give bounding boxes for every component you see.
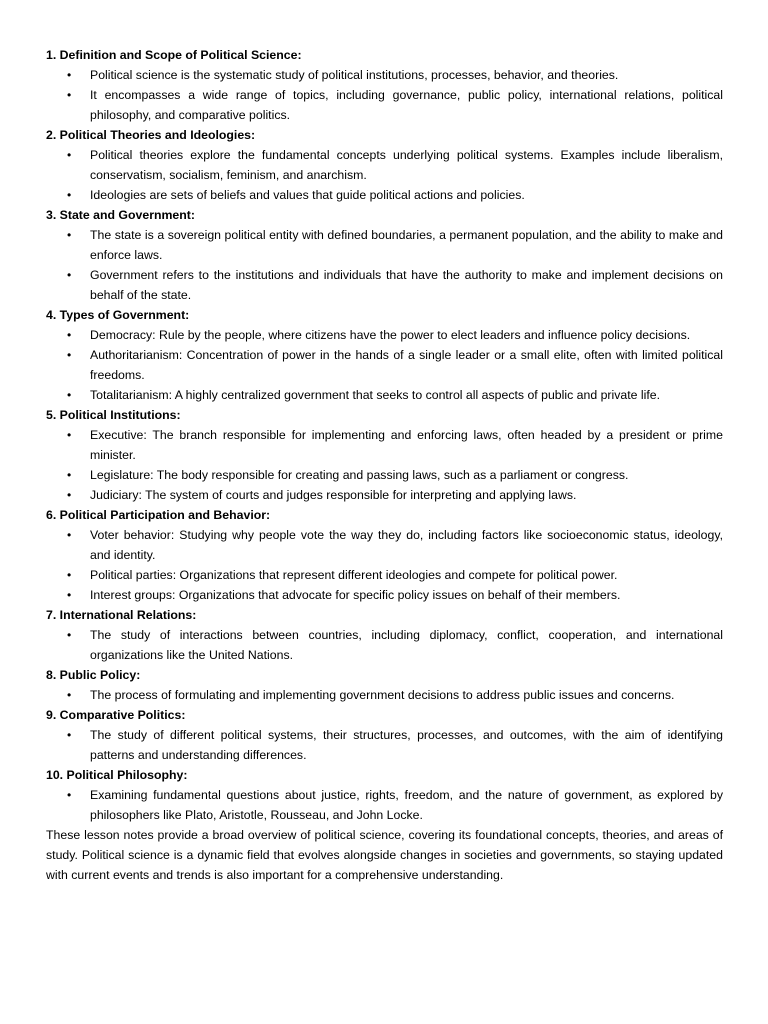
list-item-text: Legislature: The body responsible for creating and passing laws, such as a parliament or congress. <box>90 468 629 482</box>
section <box>46 305 723 405</box>
list-item <box>46 145 723 185</box>
list-item-text: Totalitarianism: A highly centralized government that seeks to control all aspects of public and private life. <box>90 388 661 402</box>
section-heading: 5. Political Institutions: <box>46 408 181 422</box>
list-item-text: It encompasses a wide range of topics, including governance, public policy, international relations, political philosophy, and comparative politics. <box>90 88 723 122</box>
bullet-list <box>46 225 723 305</box>
list-item-text: The process of formulating and implementing government decisions to address public issues and concerns. <box>90 688 675 702</box>
bullet-icon: • <box>67 728 72 742</box>
bullet-icon: • <box>67 228 72 242</box>
list-item <box>46 185 723 205</box>
list-item-text: Judiciary: The system of courts and judges responsible for interpreting and applying laws. <box>90 488 577 502</box>
bullet-list <box>46 685 723 705</box>
document-body <box>46 45 723 885</box>
bullet-icon: • <box>67 68 72 82</box>
section <box>46 605 723 665</box>
bullet-list <box>46 785 723 825</box>
bullet-icon: • <box>67 148 72 162</box>
list-item-text: The state is a sovereign political entity with defined boundaries, a permanent population, and the ability to make and enforce laws. <box>90 228 723 262</box>
bullet-list <box>46 625 723 665</box>
list-item <box>46 785 723 825</box>
list-item <box>46 485 723 505</box>
bullet-icon: • <box>67 88 72 102</box>
list-item <box>46 325 723 345</box>
section <box>46 665 723 705</box>
bullet-list <box>46 525 723 605</box>
list-item <box>46 345 723 385</box>
bullet-list <box>46 425 723 505</box>
list-item-text: Examining fundamental questions about justice, rights, freedom, and the nature of government, as explored by philosophers like Plato, Aristotle, Rousseau, and John Locke. <box>90 788 723 822</box>
bullet-list <box>46 725 723 765</box>
bullet-icon: • <box>67 388 72 402</box>
list-item-text: The study of interactions between countries, including diplomacy, conflict, cooperation, and international organizations like the United Nations. <box>90 628 723 662</box>
section <box>46 45 723 125</box>
section-heading: 2. Political Theories and Ideologies: <box>46 128 256 142</box>
section <box>46 125 723 205</box>
list-item-text: Interest groups: Organizations that advocate for specific policy issues on behalf of their members. <box>90 588 621 602</box>
bullet-icon: • <box>67 788 72 802</box>
list-item-text: The study of different political systems, their structures, processes, and outcomes, with the aim of identifying patterns and understanding differences. <box>90 728 723 762</box>
closing-paragraph: These lesson notes provide a broad overview of political science, covering its foundational concepts, theories, and areas of study. Political science is a dynamic field that evolves alongside changes in societies and governments, so staying updated with current events and trends is also important for a comprehensive understanding. <box>46 828 723 882</box>
list-item <box>46 65 723 85</box>
bullet-icon: • <box>67 688 72 702</box>
bullet-icon: • <box>67 568 72 582</box>
list-item <box>46 465 723 485</box>
list-item <box>46 685 723 705</box>
section-list <box>46 45 723 825</box>
section <box>46 705 723 765</box>
list-item <box>46 425 723 465</box>
section <box>46 405 723 505</box>
list-item-text: Government refers to the institutions and individuals that have the authority to make and implement decisions on behalf of the state. <box>90 268 723 302</box>
bullet-icon: • <box>67 488 72 502</box>
bullet-icon: • <box>67 328 72 342</box>
bullet-icon: • <box>67 428 72 442</box>
bullet-icon: • <box>67 628 72 642</box>
list-item-text: Executive: The branch responsible for implementing and enforcing laws, often headed by a president or prime minister. <box>90 428 723 462</box>
list-item <box>46 85 723 125</box>
section-heading: 8. Public Policy: <box>46 668 141 682</box>
bullet-list <box>46 325 723 405</box>
bullet-icon: • <box>67 348 72 362</box>
list-item-text: Political parties: Organizations that represent different ideologies and compete for political power. <box>90 568 618 582</box>
section-heading: 9. Comparative Politics: <box>46 708 186 722</box>
section <box>46 205 723 305</box>
list-item-text: Political science is the systematic study of political institutions, processes, behavior, and theories. <box>90 68 619 82</box>
list-item-text: Political theories explore the fundamental concepts underlying political systems. Examples include liberalism, conservatism, socialism, feminism, and anarchism. <box>90 148 723 182</box>
list-item-text: Democracy: Rule by the people, where citizens have the power to elect leaders and influence policy decisions. <box>90 328 691 342</box>
list-item <box>46 585 723 605</box>
section-heading: 4. Types of Government: <box>46 308 190 322</box>
list-item <box>46 265 723 305</box>
bullet-list <box>46 65 723 125</box>
list-item <box>46 385 723 405</box>
bullet-icon: • <box>67 468 72 482</box>
section-heading: 1. Definition and Scope of Political Science: <box>46 48 302 62</box>
section-heading: 10. Political Philosophy: <box>46 768 188 782</box>
list-item-text: Voter behavior: Studying why people vote the way they do, including factors like socioeconomic status, ideology, and identity. <box>90 528 723 562</box>
list-item <box>46 225 723 265</box>
bullet-icon: • <box>67 268 72 282</box>
list-item <box>46 625 723 665</box>
list-item-text: Ideologies are sets of beliefs and values that guide political actions and policies. <box>90 188 525 202</box>
bullet-icon: • <box>67 588 72 602</box>
section <box>46 505 723 605</box>
section-heading: 3. State and Government: <box>46 208 195 222</box>
bullet-list <box>46 145 723 205</box>
list-item <box>46 525 723 565</box>
section-heading: 6. Political Participation and Behavior: <box>46 508 271 522</box>
list-item <box>46 565 723 585</box>
bullet-icon: • <box>67 528 72 542</box>
section <box>46 765 723 825</box>
list-item-text: Authoritarianism: Concentration of power in the hands of a single leader or a small elite, often with limited political freedoms. <box>90 348 723 382</box>
section-heading: 7. International Relations: <box>46 608 197 622</box>
bullet-icon: • <box>67 188 72 202</box>
list-item <box>46 725 723 765</box>
